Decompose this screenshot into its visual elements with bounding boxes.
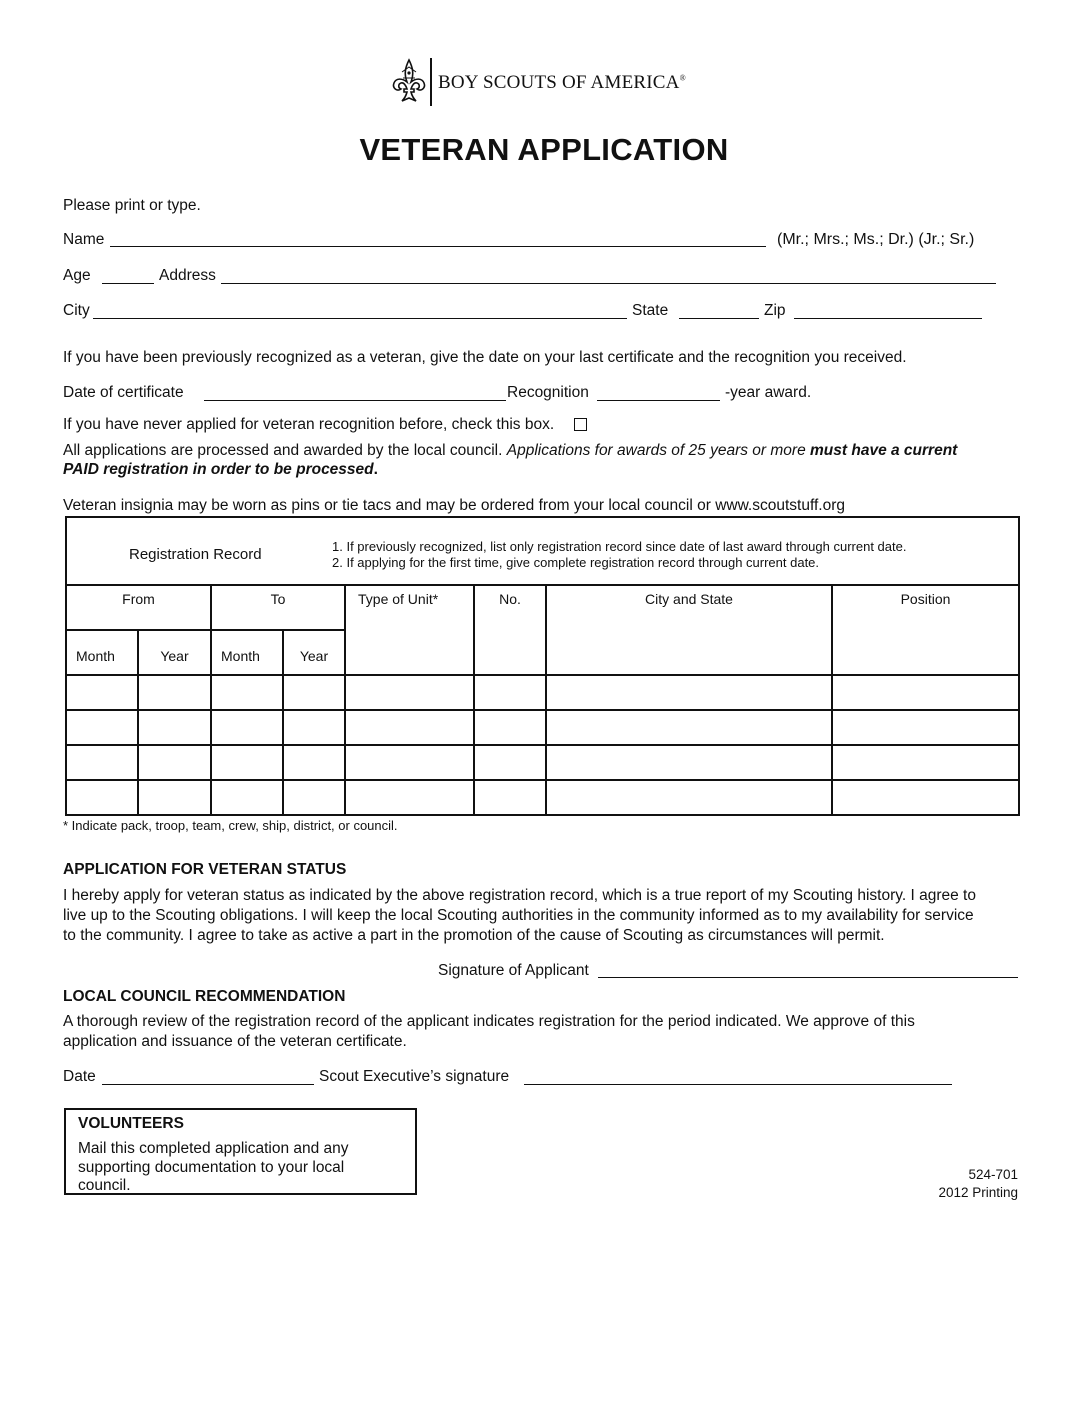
council-date-field[interactable]	[102, 1084, 314, 1085]
zip-label: Zip	[764, 302, 786, 319]
application-text-3: to the community. I agree to take as active a part in the promotion of the cause of Scouting as circumstances will permit.	[63, 927, 885, 944]
table-cell[interactable]	[345, 710, 474, 745]
col-to-year: Year	[283, 630, 345, 675]
page-title: VETERAN APPLICATION	[359, 132, 729, 167]
table-cell[interactable]	[283, 745, 345, 780]
table-row	[66, 780, 1019, 815]
state-label: State	[632, 302, 669, 319]
table-cell[interactable]	[832, 745, 1019, 780]
table-cell[interactable]	[211, 780, 283, 815]
volunteers-box	[64, 1108, 417, 1195]
table-cell[interactable]	[66, 745, 138, 780]
table-cell[interactable]	[138, 780, 211, 815]
council-date-label: Date	[63, 1068, 96, 1085]
age-field[interactable]	[102, 283, 154, 284]
registered-mark: ®	[679, 73, 686, 83]
table-cell[interactable]	[66, 675, 138, 710]
table-cell[interactable]	[474, 710, 546, 745]
table-cell[interactable]	[546, 710, 832, 745]
registration-note-2: 2. If applying for the first time, give complete registration record through current date.	[332, 555, 820, 570]
table-cell[interactable]	[832, 780, 1019, 815]
date-of-certificate-label: Date of certificate	[63, 384, 184, 401]
year-award-label: -year award.	[725, 384, 812, 401]
processing-note	[63, 442, 957, 460]
table-cell[interactable]	[211, 675, 283, 710]
table-cell[interactable]	[474, 745, 546, 780]
table-cell[interactable]	[474, 675, 546, 710]
processing-note-line-2	[63, 461, 378, 479]
table-header-note-row	[66, 517, 1019, 585]
col-to: To	[211, 585, 345, 630]
name-label: Name	[63, 231, 105, 248]
application-text-2: live up to the Scouting obligations. I will keep the local Scouting authorities in the community informed as to my availability for service	[63, 907, 974, 924]
table-column-header-row	[66, 585, 1019, 630]
col-from: From	[66, 585, 211, 630]
recognition-field[interactable]	[597, 400, 720, 401]
instruction-text: Please print or type.	[63, 197, 201, 214]
printing-year: 2012 Printing	[938, 1185, 1018, 1200]
col-position: Position	[832, 585, 1019, 675]
zip-field[interactable]	[794, 318, 982, 319]
volunteers-text-1: Mail this completed application and any	[78, 1140, 349, 1157]
registration-record-heading: Registration Record	[129, 546, 262, 563]
table-cell[interactable]	[832, 710, 1019, 745]
table-cell[interactable]	[138, 710, 211, 745]
processing-note-italic: Applications for awards of 25 years or more	[506, 442, 806, 459]
name-field[interactable]	[110, 246, 766, 247]
table-footnote: * Indicate pack, troop, team, crew, ship, district, or council.	[63, 818, 398, 833]
volunteers-text-2: supporting documentation to your local	[78, 1159, 345, 1176]
insignia-note: Veteran insignia may be worn as pins or tie tacs and may be ordered from your local council or www.scoutstuff.org	[63, 497, 845, 514]
processing-note-bold-1: must have a current	[810, 442, 958, 459]
table-cell[interactable]	[138, 675, 211, 710]
table-cell[interactable]	[546, 745, 832, 780]
age-label: Age	[63, 267, 91, 284]
processing-note-bold-2: PAID registration in order to be processed	[63, 461, 374, 478]
table-cell[interactable]	[283, 675, 345, 710]
table-row	[66, 675, 1019, 710]
council-text-1: A thorough review of the registration record of the applicant indicates registration for the period indicated. We approve of this	[63, 1013, 915, 1030]
table-cell[interactable]	[283, 780, 345, 815]
council-text-2: application and issuance of the veteran certificate.	[63, 1033, 407, 1050]
col-from-year: Year	[138, 630, 211, 675]
council-heading: LOCAL COUNCIL RECOMMENDATION	[63, 988, 346, 1005]
previous-recognition-note: If you have been previously recognized as a veteran, give the date on your last certificate and the recognition you received.	[63, 349, 907, 366]
org-name: BOY SCOUTS OF AMERICA®	[438, 72, 686, 93]
table-cell[interactable]	[66, 710, 138, 745]
table-cell[interactable]	[211, 710, 283, 745]
fleur-de-lis-icon	[390, 58, 428, 106]
name-suffix-options: (Mr.; Mrs.; Ms.; Dr.) (Jr.; Sr.)	[777, 231, 975, 248]
signature-field[interactable]	[598, 977, 1018, 978]
table-cell[interactable]	[345, 745, 474, 780]
city-field[interactable]	[93, 318, 627, 319]
registration-note-1: 1. If previously recognized, list only registration record since date of last award through current date.	[332, 539, 907, 554]
col-no: No.	[474, 585, 546, 675]
table-cell[interactable]	[211, 745, 283, 780]
form-number: 524-701	[968, 1167, 1018, 1182]
processing-note-end: .	[373, 461, 378, 478]
never-applied-text: If you have never applied for veteran recognition before, check this box.	[63, 416, 555, 433]
table-cell[interactable]	[138, 745, 211, 780]
col-city-state: City and State	[546, 585, 832, 675]
address-field[interactable]	[221, 283, 996, 284]
volunteers-text-3: council.	[78, 1177, 131, 1194]
signature-label: Signature of Applicant	[438, 962, 589, 979]
date-of-certificate-field[interactable]	[204, 400, 506, 401]
col-from-month: Month	[66, 630, 138, 675]
table-cell[interactable]	[546, 780, 832, 815]
table-cell[interactable]	[345, 780, 474, 815]
registration-record-table	[65, 516, 1020, 816]
never-applied-checkbox[interactable]	[574, 418, 587, 431]
logo-divider	[430, 58, 432, 106]
table-row	[66, 710, 1019, 745]
table-cell[interactable]	[345, 675, 474, 710]
table-cell[interactable]	[474, 780, 546, 815]
table-cell[interactable]	[546, 675, 832, 710]
address-label: Address	[159, 267, 216, 284]
state-field[interactable]	[679, 318, 759, 319]
application-heading: APPLICATION FOR VETERAN STATUS	[63, 861, 347, 878]
table-row	[66, 745, 1019, 780]
col-type-of-unit: Type of Unit*	[345, 585, 474, 675]
application-text-1: I hereby apply for veteran status as indicated by the above registration record, which is a true report of my Scouting history. I agree to	[63, 887, 976, 904]
volunteers-heading: VOLUNTEERS	[78, 1115, 184, 1132]
recognition-label: Recognition	[507, 384, 589, 401]
registration-record-header	[66, 517, 1019, 585]
executive-signature-label: Scout Executive’s signature	[319, 1068, 510, 1085]
col-to-month: Month	[211, 630, 283, 675]
processing-note-plain: All applications are processed and awarded by the local council.	[63, 442, 503, 459]
city-label: City	[63, 302, 90, 319]
table-cell[interactable]	[832, 675, 1019, 710]
executive-signature-field[interactable]	[524, 1084, 952, 1085]
table-cell[interactable]	[66, 780, 138, 815]
table-cell[interactable]	[283, 710, 345, 745]
